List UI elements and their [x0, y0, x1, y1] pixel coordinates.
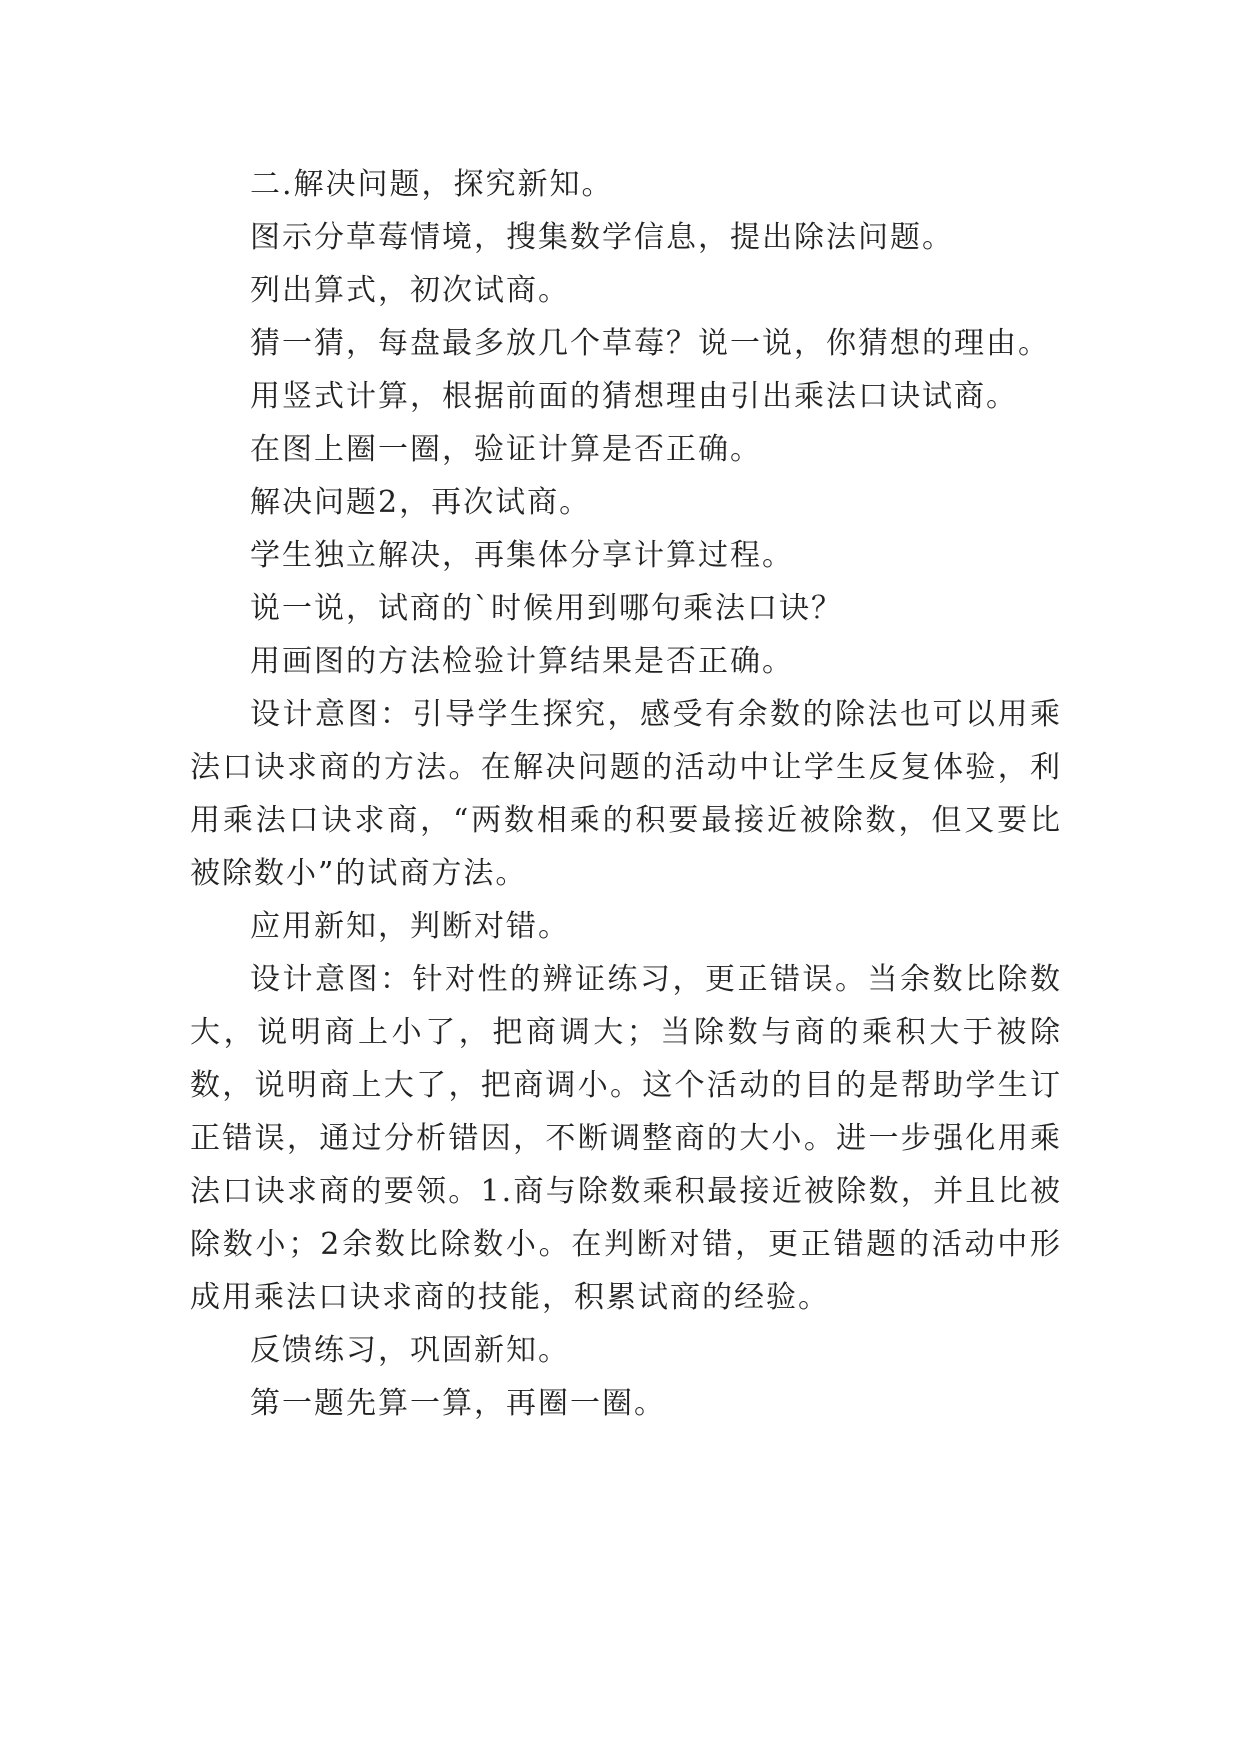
- paragraph: 应用新知，判断对错。: [250, 909, 570, 944]
- paragraph: 图示分草莓情境，搜集数学信息，提出除法问题。: [250, 220, 954, 255]
- paragraph: 解决问题2，再次试商。: [250, 485, 592, 520]
- paragraph-design-intent: 设计意图：针对性的辨证练习，更正错误。当余数比除数大，说明商上小了，把商调大；当除数与商的乘积大于被除数，说明商上大了，把商调小。这个活动的目的是帮助学生订正错误，通过分析错因，不断调整商的大小。进一步强化用乘法口诀求商的要领。1.商与除数乘积最接近被除数，并且比被除数小；2余数比除数小。在判断对错，更正错题的活动中形成用乘法口诀求商的技能，积累试商的经验。: [190, 962, 1062, 1315]
- paragraph: 猜一猜，每盘最多放几个草莓？说一说，你猜想的理由。: [250, 326, 1050, 361]
- paragraph: 在图上圈一圈，验证计算是否正确。: [250, 432, 762, 467]
- paragraph: 用画图的方法检验计算结果是否正确。: [250, 644, 794, 679]
- paragraph-design-intent: 设计意图：引导学生探究，感受有余数的除法也可以用乘法口诀求商的方法。在解决问题的活动中让学生反复体验，利用乘法口诀求商，“两数相乘的积要最接近被除数，但又要比被除数小”的试商方法。: [190, 697, 1062, 891]
- paragraph: 反馈练习，巩固新知。: [250, 1333, 570, 1368]
- document-body: [190, 158, 1062, 1430]
- paragraph-section-heading: 二.解决问题，探究新知。: [250, 167, 614, 202]
- paragraph: 第一题先算一算，再圈一圈。: [250, 1386, 666, 1421]
- paragraph: 学生独立解决，再集体分享计算过程。: [250, 538, 794, 573]
- paragraph: 用竖式计算，根据前面的猜想理由引出乘法口诀试商。: [250, 379, 1018, 414]
- paragraph: 说一说，试商的`时候用到哪句乘法口诀？: [250, 591, 843, 626]
- paragraph: 列出算式，初次试商。: [250, 273, 570, 308]
